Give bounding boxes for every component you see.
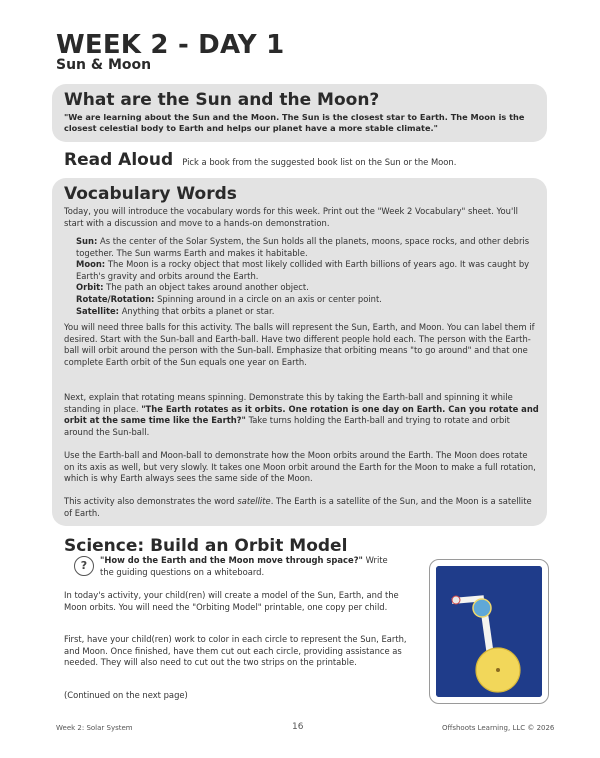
science-paragraph-1: In today's activity, your child(ren) will create a model of the Sun, Earth, and the Moon orbits. You will need the "Orbiting Model" printable, one copy per child.	[64, 590, 399, 612]
vocabulary-list	[76, 236, 538, 317]
balls-activity-paragraph: You will need three balls for this activity. The balls will represent the Sun, Earth, and Moon. You can label them if desired. Start with the Sun-ball and Earth-ball. Have two different people hold each. The person with the Earth-ball will orbit around the person with the Sun-ball. Emphasize that orbiting means "to go around" and that one complete Earth orbit of the Sun equals one year on Earth.	[64, 322, 535, 367]
satellite-paragraph	[64, 496, 539, 519]
guiding-question-bold: "How do the Earth and the Moon move through space?"	[100, 555, 363, 565]
intro-question-text: "We are learning about the Sun and the Moon. The Sun is the closest star to Earth. The Moon is the closest celestial body to Earth and helps our planet have a more stable climate."	[64, 112, 525, 134]
question-bubble-icon: ?	[74, 556, 94, 576]
vocabulary-box	[52, 178, 547, 526]
orbit-model-photo-frame	[429, 559, 549, 704]
vocab-term: Sun:	[76, 236, 98, 246]
rotate-text-a: Next, explain that rotating means spinning. Demonstrate this by taking the Earth-ball and spinning it while standing in place.	[64, 392, 513, 414]
vocab-item	[76, 236, 538, 259]
science-heading: Science: Build an Orbit Model	[64, 536, 348, 556]
satellite-word: satellite	[237, 496, 271, 506]
intro-question-box	[52, 84, 547, 142]
vocab-term: Orbit:	[76, 282, 104, 293]
page-subtitle: Sun & Moon	[56, 57, 152, 73]
earth-circle	[473, 599, 491, 617]
moon-orbit-paragraph: Use the Earth-ball and Moon-ball to demonstrate how the Moon orbits around the Earth. The Moon does rotate on its axis as well, but very slowly. It takes one Moon orbit around the Earth for the Moon to make a full rotation, which is why Earth always sees the same side of the Moon.	[64, 450, 536, 484]
vocab-definition: The path an object takes around another object.	[106, 282, 309, 293]
rotate-text-b: Take turns holding the Earth-ball and trying to rotate and orbit around the Sun-ball.	[64, 415, 510, 437]
vocab-item	[76, 259, 538, 282]
vocab-definition: Anything that orbits a planet or star.	[121, 305, 275, 316]
orbit-model-photo	[436, 566, 542, 697]
vocab-item	[76, 294, 538, 306]
vocab-term: Satellite:	[76, 305, 120, 316]
footer-unit: Week 2: Solar System	[56, 724, 133, 732]
science-paragraph-2: First, have your child(ren) work to color in each circle to represent the Sun, Earth, and Moon. Once finished, have them cut out each circle, providing assistance as needed. They will also need to cut out the two strips on the printable.	[64, 634, 407, 668]
rotate-quote: "The Earth rotates as it orbits. One rotation is one day on Earth. Can you rotate and orbit at the same time like the Earth?"	[64, 403, 539, 426]
footer-copyright: Offshoots Learning, LLC © 2026	[442, 724, 555, 732]
orbit-model-illustration	[436, 566, 542, 697]
intro-question-heading: What are the Sun and the Moon?	[64, 90, 380, 110]
vocab-term: Rotate/Rotation:	[76, 293, 155, 304]
read-aloud-text: Pick a book from the suggested book list on the Sun or the Moon.	[182, 157, 457, 167]
vocab-item	[76, 306, 538, 318]
moon-circle	[452, 596, 460, 604]
guiding-question-rest: Write the guiding questions on a whiteboard.	[100, 555, 388, 577]
read-aloud-heading: Read Aloud	[64, 150, 174, 170]
vocab-definition: As the center of the Solar System, the Sun holds all the planets, moons, space rocks, and other debris together. The Sun warms Earth and makes it habitable.	[76, 236, 530, 258]
vocab-definition: Spinning around in a circle on an axis or center point.	[157, 293, 382, 304]
vocabulary-heading: Vocabulary Words	[64, 184, 237, 204]
vocab-definition: The Moon is a rocky object that most likely collided with Earth billions of years ago. It was caught by Earth's gravity and orbits around the Earth.	[76, 259, 530, 281]
guiding-question	[100, 555, 400, 578]
vocabulary-intro: Today, you will introduce the vocabulary words for this week. Print out the "Week 2 Vocabulary" sheet. You'll start with a discussion and move to a hands-on demonstration.	[64, 206, 518, 228]
read-aloud-section	[64, 150, 456, 170]
center-pin	[496, 668, 500, 672]
page-title: WEEK 2 - DAY 1	[56, 30, 285, 60]
continued-note: (Continued on the next page)	[64, 690, 188, 700]
rotate-paragraph	[64, 392, 539, 438]
vocab-item	[76, 282, 538, 294]
satellite-text-b: . The Earth is a satellite of the Sun, and the Moon is a satellite of Earth.	[64, 496, 532, 518]
vocab-term: Moon:	[76, 259, 106, 270]
page-number: 16	[292, 722, 304, 732]
satellite-text-a: This activity also demonstrates the word	[64, 496, 235, 506]
